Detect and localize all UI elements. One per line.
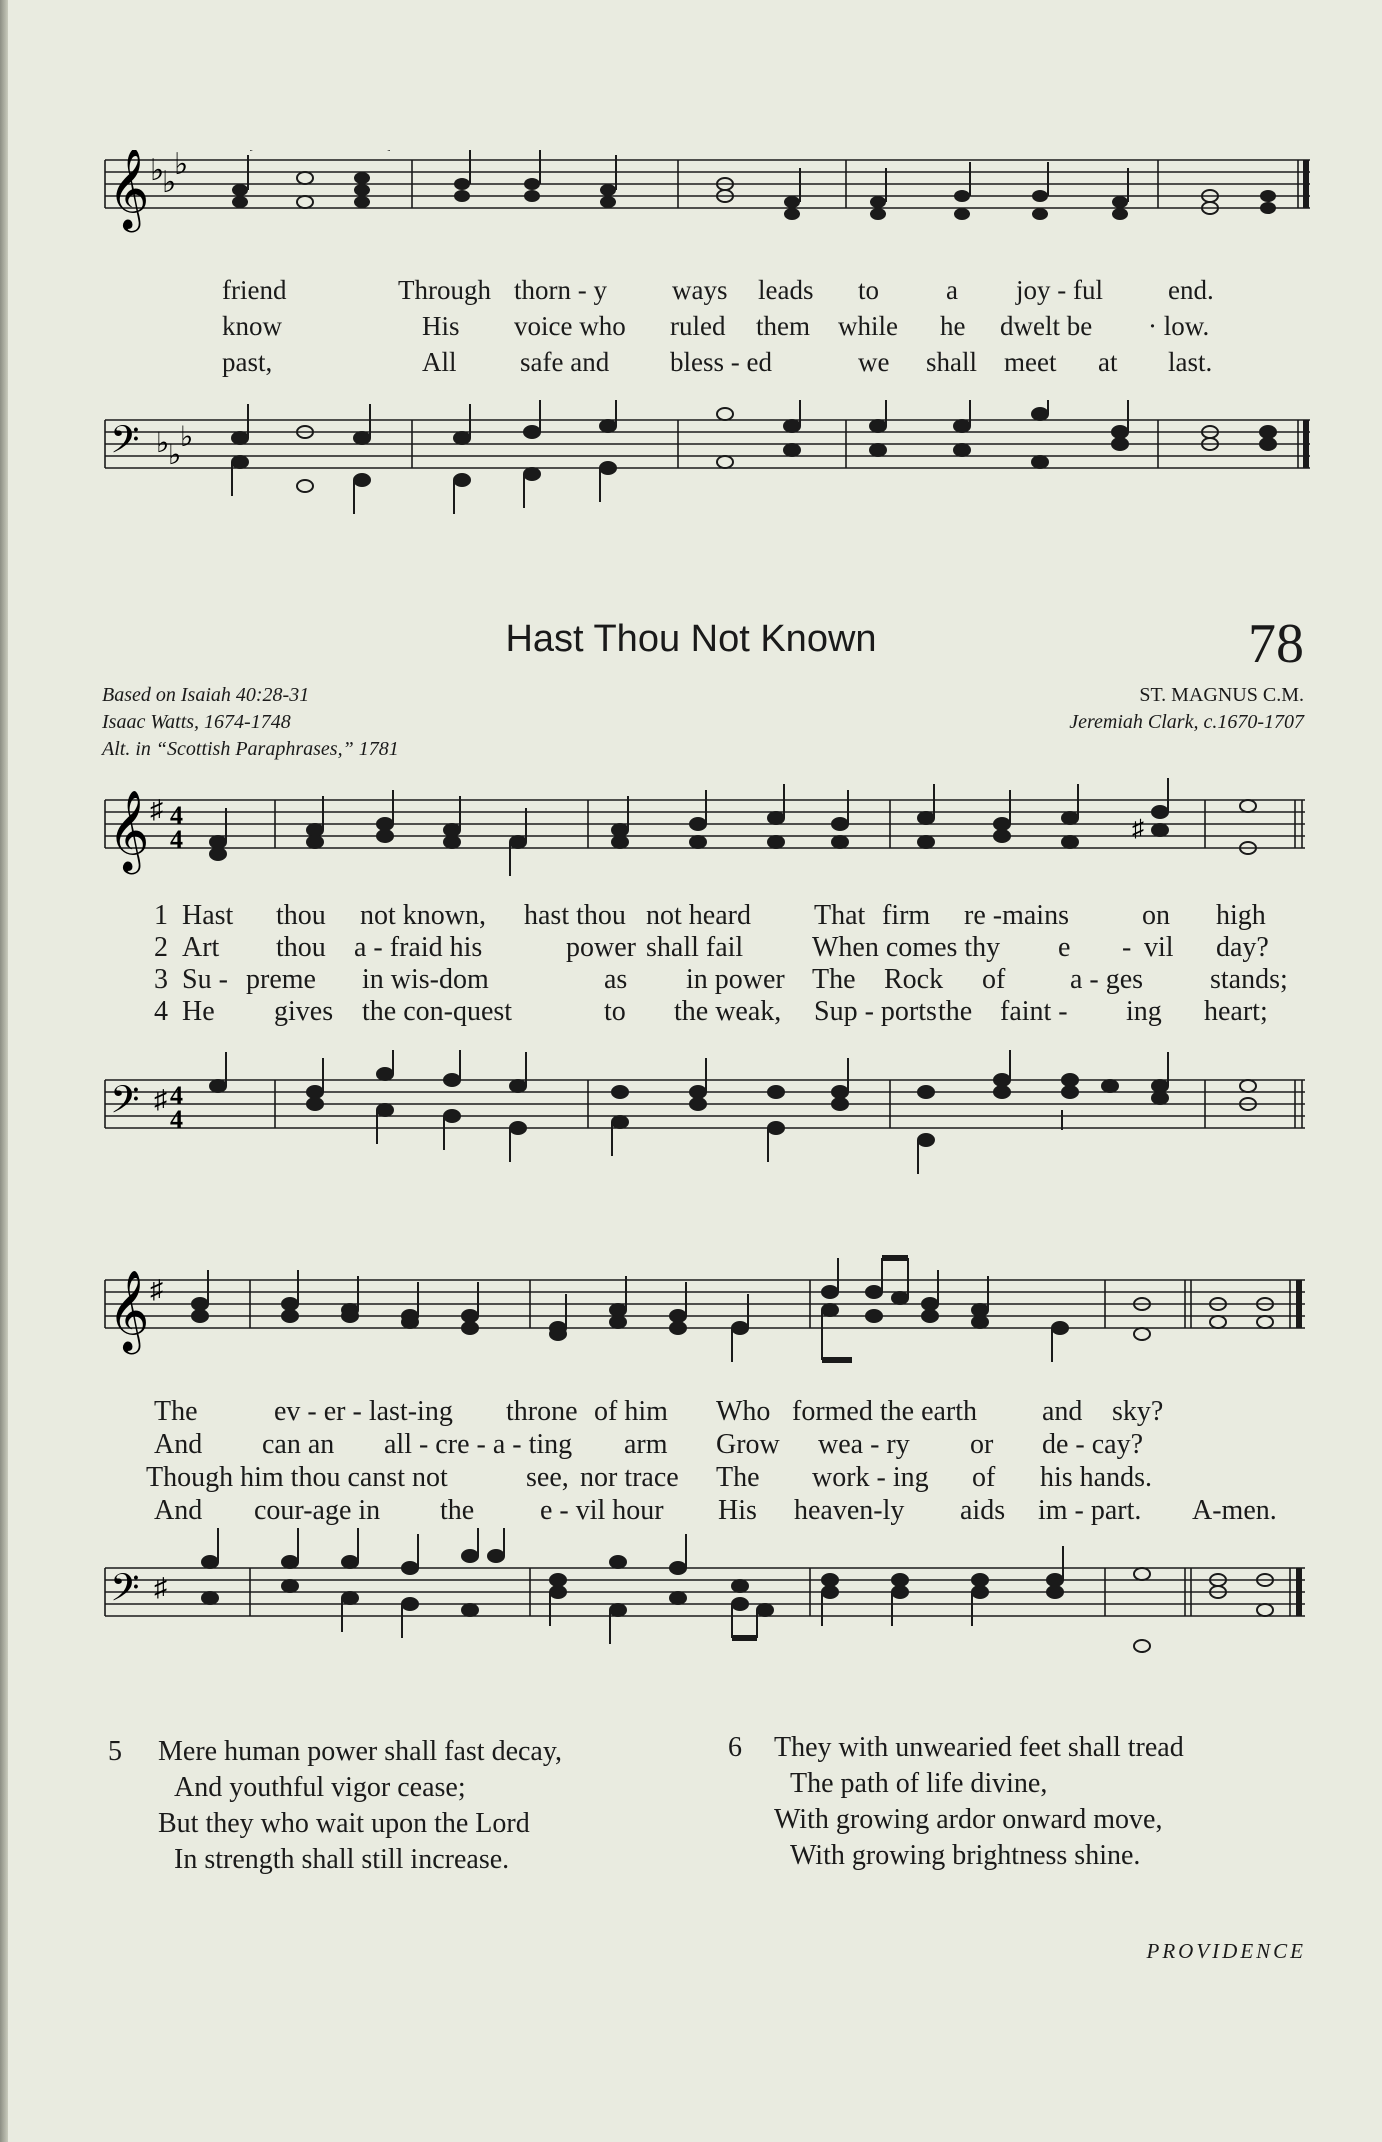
stanza-line: They with unwearied feet shall tread [774,1732,1184,1763]
svg-text:♭: ♭ [174,150,189,181]
hymn-title: Hast Thou Not Known [505,618,877,660]
svg-text:4: 4 [170,1105,183,1134]
book-binding-edge [0,0,8,2142]
text-credits [102,682,399,763]
top-treble-staff [100,150,1320,270]
lyric-line: The ev - er - last-ing throne of him Who formed the earth and sky? [154,1396,1164,1427]
svg-text:𝄢: 𝄢 [110,1077,140,1131]
system2-lyrics [146,1395,1277,1527]
stanza-number: 6 [728,1732,742,1763]
stanza-5 [108,1734,688,1878]
stanza-line: And youthful vigor cease; [174,1772,466,1803]
lyric-line: And cour-age in the e - vil hour His heaven-ly aids im - part. A-men. [154,1495,1277,1526]
system1-bass-staff [100,1050,1320,1200]
system1-lyrics [146,900,1288,1028]
svg-text:♭: ♭ [162,166,177,199]
stanza-line: With growing ardor onward move, [774,1804,1163,1835]
svg-text:♭: ♭ [168,440,182,471]
stanza-line: Mere human power shall fast decay, [158,1736,563,1767]
svg-text:𝄢: 𝄢 [110,1565,140,1619]
lyric-line: And can an all - cre - a - ting arm Grow wea - ry or de - cay? [154,1429,1144,1460]
svg-text:4: 4 [170,801,183,830]
stanza-6 [728,1730,1308,1874]
lyric-line: know His voice who ruled them while he dwelt be · low. [222,311,1210,341]
system1-treble-staff [100,770,1320,880]
stanza-number: 5 [108,1736,122,1767]
lyric-line: 4 He gives the con-quest to the weak, Sup - ports the faint - ing heart; [154,996,1268,1027]
svg-text:♯: ♯ [154,1085,167,1114]
tune-name: ST. MAGNUS C.M. [1139,684,1304,706]
svg-text:𝄞: 𝄞 [108,150,150,229]
system2-treble-staff [100,1230,1320,1370]
lyric-line: friend Through thorn - y ways leads to a joy - ful end. [222,275,1214,305]
svg-text:♯: ♯ [1132,816,1144,842]
credit-line: Isaac Watts, 1674-1748 [102,711,291,733]
svg-text:4: 4 [170,825,183,854]
stanza-line: In strength shall still increase. [174,1844,510,1875]
svg-text:♯: ♯ [150,795,163,824]
svg-text:♭: ♭ [156,428,170,459]
svg-text:♭: ♭ [150,154,165,187]
svg-text:𝄢: 𝄢 [110,417,140,471]
top-bass-staff [100,400,1320,540]
top-system-lyrics [146,272,1214,380]
stanza-line: The path of life divine, [790,1768,1048,1799]
credit-line: Alt. in “Scottish Paraphrases,” 1781 [102,738,399,760]
system2-bass-staff [100,1528,1320,1698]
lyric-line: past, All safe and bless - ed we shall meet at last. [222,347,1213,377]
hymn-number: 78 [1248,613,1304,675]
lyric-line: 1 Hast thou not known, hast thou not heard That firm re -mains on high [154,900,1266,931]
svg-text:𝄞: 𝄞 [108,1269,150,1351]
stanza-line: But they who wait upon the Lord [158,1808,530,1839]
svg-text:4: 4 [170,1081,183,1110]
svg-text:♭: ♭ [180,422,194,453]
section-footer: PROVIDENCE [1146,1939,1306,1963]
tune-credits [1069,682,1304,736]
svg-text:𝄞: 𝄞 [108,789,150,871]
composer: Jeremiah Clark, c.1670-1707 [1069,711,1304,733]
svg-text:♯: ♯ [150,1275,163,1304]
lyric-line: Though him thou canst not see, nor trace The work - ing of his hands. [146,1462,1152,1493]
stanza-line: With growing brightness shine. [790,1840,1141,1871]
credit-line: Based on Isaiah 40:28-31 [102,684,310,706]
lyric-line: 2 Art thou a - fraid his power shall fail When comes thy e - vil day? [154,932,1269,963]
lyric-line: 3 Su - preme in wis-dom as in power The Rock of a - ges stands; [154,964,1288,995]
svg-text:♯: ♯ [154,1573,167,1602]
